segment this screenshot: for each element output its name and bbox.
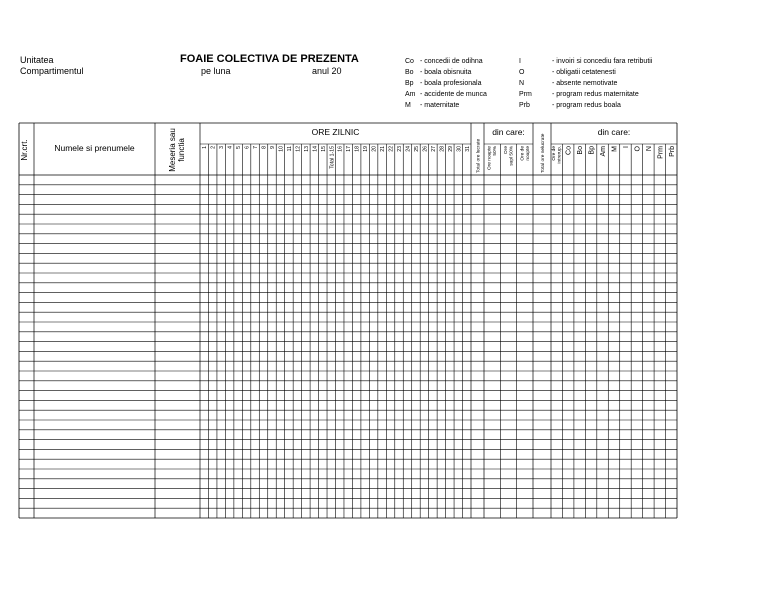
day-label: 16 [337,146,344,152]
legend-code: Prb [519,102,530,109]
total-ore-nelucrate-header: Total ore nelucrate [541,133,546,173]
absence-code-label: Bo [577,146,585,155]
day-label: 6 [244,146,251,149]
day-label: 12 [295,146,302,152]
day-label: 31 [464,146,471,152]
nr-crt-header: Nr.crt. [20,139,29,161]
day-label: 28 [439,146,446,152]
legend-code: Co [405,58,414,65]
legend-code: Prm [519,91,532,98]
absence-code-label: Co [565,146,573,155]
day-label: 15 [320,146,327,152]
absence-code-label: Am [600,146,608,157]
absence-code-label: Prb [668,146,676,157]
absence-code-label: M [611,146,619,152]
sub-col-label: Ore [504,146,509,154]
legend-desc: - program redus boala [552,102,621,109]
day-label: 10 [278,146,285,152]
day-label: 8 [261,146,268,149]
day-label: 21 [380,146,387,152]
day-label: 1 [202,146,209,149]
sub-col-label: Ore de [520,146,526,161]
day-label: 14 [312,146,319,152]
compartimentul-label: Compartimentul [20,66,84,76]
meseria-header: Meseria sau [168,128,177,172]
day-label: 29 [447,146,454,152]
day-label: 19 [363,146,370,152]
legend-code: O [519,69,525,76]
absence-code-label: N [645,146,653,152]
absence-code-label: I [622,146,630,148]
total-ore-lucrate-header: Total ore lucrate [476,138,482,173]
unitatea-label: Unitatea [20,55,54,65]
sub-col-label: Ore de [552,146,558,161]
day-label: 27 [430,146,437,152]
legend-desc: - invoiri si concediu fara retributii [552,58,653,65]
din-care-header: din care: [492,127,525,137]
day-label: 13 [303,146,310,152]
day-label: 30 [456,146,463,152]
day-label: Total 1-15 [329,146,336,169]
day-label: 26 [422,146,429,152]
day-label: 17 [346,146,353,152]
legend-desc: - maternitate [420,102,460,109]
day-label: 9 [269,146,276,149]
day-label: 20 [371,146,378,152]
day-label: 4 [227,146,234,149]
legend-desc: - boala profesionala [420,80,482,87]
day-label: 3 [219,146,226,149]
legend-code: Bp [405,80,414,87]
absence-code-label: O [634,146,642,152]
absence-code-label: Bp [588,146,596,155]
sub-col-label: noapte [525,146,531,161]
sub-col-label: Ore noapte [487,145,493,171]
meseria-header: functia [177,138,186,162]
anul-label: anul 20 [312,66,342,76]
legend-code: I [519,58,521,65]
legend-code: Am [405,91,416,98]
day-label: 18 [354,146,361,152]
din-care-header: din care: [597,127,631,137]
legend-desc: - concedii de odihna [420,58,483,65]
pe-luna-label: pe luna [201,66,231,76]
name-header: Numele si prenumele [54,143,135,153]
page-title: FOAIE COLECTIVA DE PREZENTA [180,53,359,65]
sub-col-label: 50% [493,146,499,156]
legend-desc: - absente nemotivate [552,80,618,87]
day-label: 25 [413,146,420,152]
legend-desc: - program redus maternitate [552,91,639,98]
day-label: 11 [286,146,293,152]
legend-code: N [519,80,525,87]
ore-zilnic-header: ORE ZILNIC [311,127,360,137]
day-label: 5 [236,146,243,149]
legend-code: M [405,102,411,109]
day-label: 7 [253,146,260,149]
legend-desc: - boala obisnuita [420,69,472,76]
legend-desc: - accidente de munca [420,91,487,98]
sub-col-label: intrerup. [557,146,563,164]
sub-col-label: supl 50% [509,146,515,166]
day-label: 22 [388,146,395,152]
absence-code-label: Prm [657,146,665,159]
day-label: 24 [405,146,412,152]
day-label: 23 [397,146,404,152]
legend-desc: - obligatii cetatenesti [552,69,616,76]
day-label: 2 [210,146,217,149]
legend-code: Bo [405,69,414,76]
